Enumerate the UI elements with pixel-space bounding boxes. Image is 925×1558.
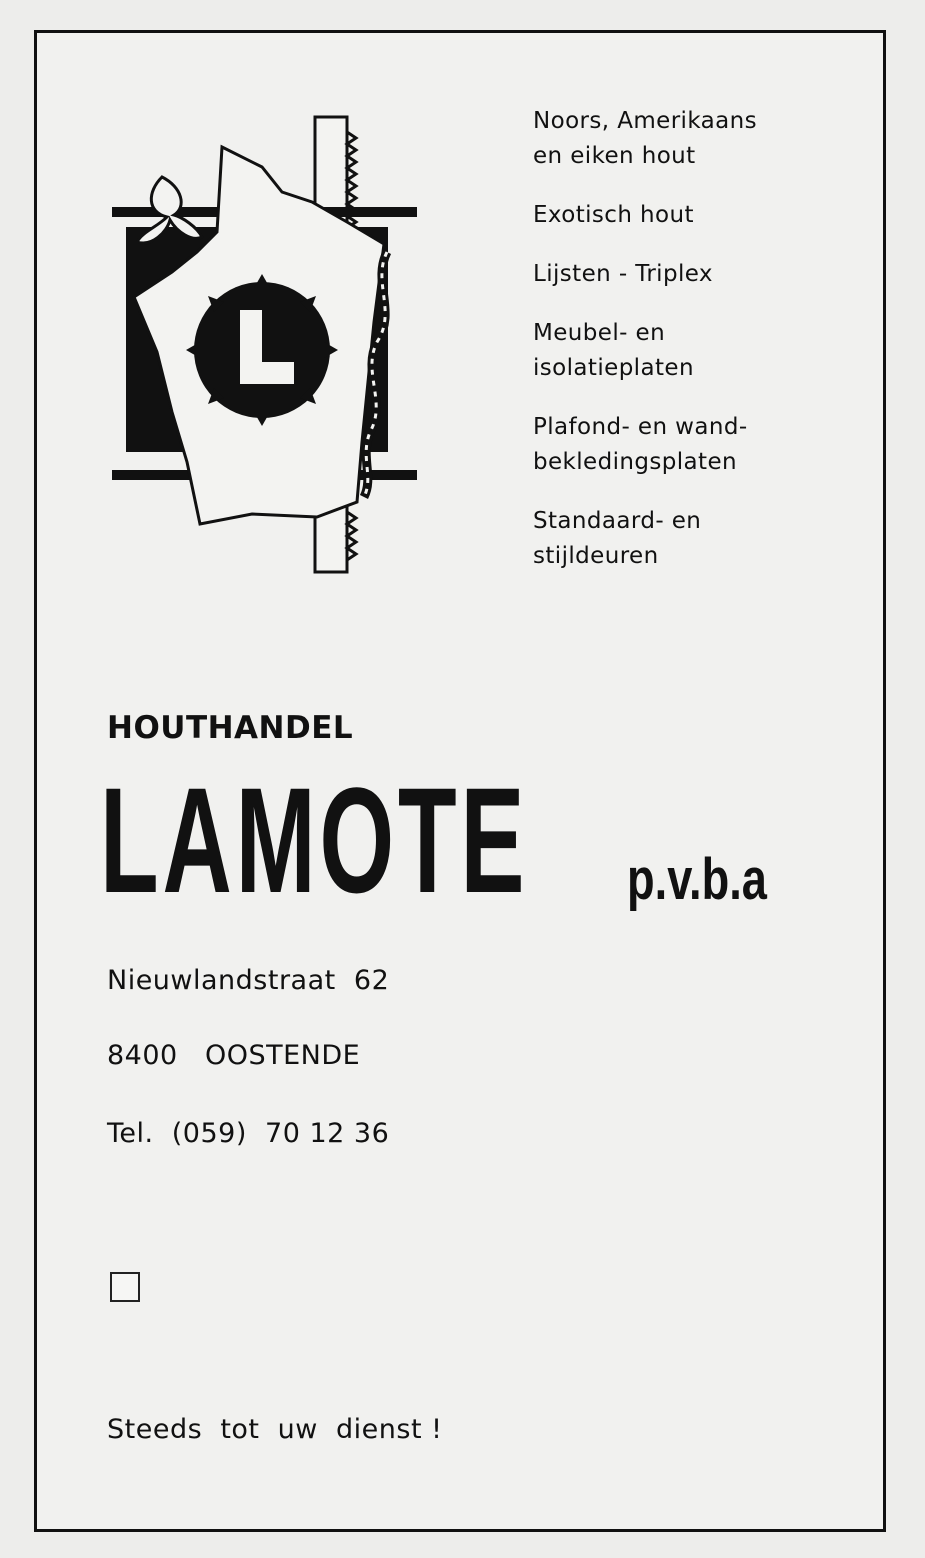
- product-item: Standaard- en stijldeuren: [533, 508, 702, 569]
- street-address: Nieuwlandstraat 62: [107, 965, 390, 996]
- slogan: Steeds tot uw dienst !: [107, 1414, 443, 1445]
- company-name: LAMOTE: [100, 756, 529, 924]
- product-item: Exotisch hout: [533, 202, 694, 228]
- city-address: 8400 OOSTENDE: [107, 1040, 361, 1071]
- legal-form: p.v.b.a: [627, 847, 767, 912]
- lamote-logo: [112, 112, 422, 582]
- product-item: Plafond- en wand- bekledingsplaten: [533, 414, 748, 475]
- company-type: HOUTHANDEL: [107, 710, 354, 746]
- product-list: [533, 104, 853, 598]
- product-item: Meubel- en isolatieplaten: [533, 320, 694, 381]
- phone-number: Tel. (059) 70 12 36: [107, 1118, 390, 1149]
- product-item: Lijsten - Triplex: [533, 261, 713, 287]
- checkbox-square: [110, 1272, 140, 1302]
- logo-letter: L: [112, 112, 113, 113]
- product-item: Noors, Amerikaans en eiken hout: [533, 108, 758, 169]
